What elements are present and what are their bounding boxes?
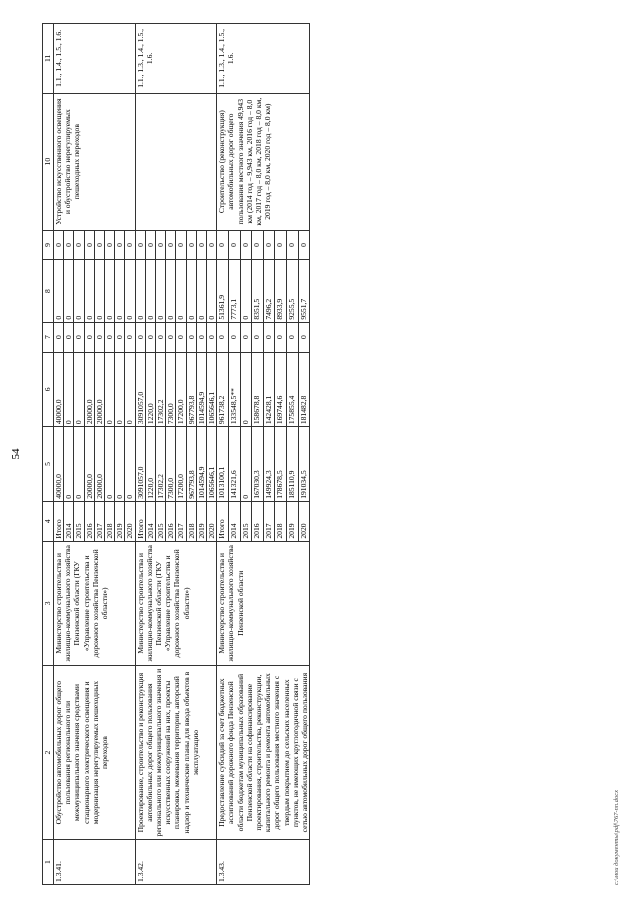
local-budget-value: 0 (74, 259, 84, 321)
year-cell: 2020 (125, 501, 135, 541)
federal-budget-value: 0 (156, 322, 166, 352)
extra-budget-value: 0 (54, 230, 64, 260)
header-row (43, 23, 54, 884)
header-cell: 7 (43, 322, 54, 352)
local-budget-value: 7773,1 (228, 259, 240, 321)
federal-budget-value: 0 (298, 322, 310, 352)
extra-budget-value: 0 (145, 230, 155, 260)
local-budget-value: 0 (156, 259, 166, 321)
extra-budget-value: 0 (298, 230, 310, 260)
federal-budget-value: 0 (115, 322, 125, 352)
extra-budget-value: 0 (135, 230, 145, 260)
header-cell: 2 (43, 665, 54, 839)
federal-budget-value: 0 (105, 322, 115, 352)
year-cell: 2015 (74, 501, 84, 541)
extra-budget-value: 0 (217, 230, 229, 260)
regional-budget-value: 0 (125, 352, 135, 427)
row-number: 1.3.41. (54, 839, 136, 884)
row-number: 1.3.42. (135, 839, 217, 884)
extra-budget-value: 0 (240, 230, 252, 260)
federal-budget-value: 0 (287, 322, 299, 352)
year-cell: 2020 (298, 501, 310, 541)
federal-budget-value: 0 (145, 322, 155, 352)
header-cell: 3 (43, 541, 54, 665)
total-value: 0 (125, 426, 135, 501)
regional-budget-value: 3091057,0 (135, 352, 145, 427)
year-cell: 2016 (252, 501, 264, 541)
total-value: 7300,0 (166, 426, 176, 501)
page-number: 54 (10, 448, 22, 459)
year-cell: Итого (135, 501, 145, 541)
local-budget-value: 0 (176, 259, 186, 321)
regional-budget-value: 1014594,9 (196, 352, 206, 427)
expected-result: Устройство искусственного освещения и обустройство нерегулируемых пешеходных переходов (54, 93, 136, 230)
year-cell: 2015 (156, 501, 166, 541)
local-budget-value: 9551,7 (298, 259, 310, 321)
year-cell: 2016 (166, 501, 176, 541)
year-cell: 2019 (287, 501, 299, 541)
total-value: 1065646,1 (207, 426, 217, 501)
extra-budget-value: 0 (64, 230, 74, 260)
local-budget-value: 0 (240, 259, 252, 321)
regional-budget-value: 0 (115, 352, 125, 427)
regional-budget-value: 181482,8 (298, 352, 310, 427)
regional-budget-value: 175855,4 (287, 352, 299, 427)
regional-budget-value: 967793,8 (186, 352, 196, 427)
regional-budget-value: 961738,2 (217, 352, 229, 427)
table-row (54, 23, 64, 884)
extra-budget-value: 0 (207, 230, 217, 260)
local-budget-value: 0 (196, 259, 206, 321)
total-value: 191034,5 (298, 426, 310, 501)
year-cell: 2017 (94, 501, 104, 541)
regional-budget-value: 133548,5** (228, 352, 240, 427)
executor: Министерство строительства и жилищно-коммунального хозяйства Пензенской области (217, 541, 310, 665)
year-cell: 2015 (240, 501, 252, 541)
executor: Министерство строительства и жилищно-коммунального хозяйства Пензенской области (ГКУ «Управление строительства и дорожного хозяйства Пензенской области») (135, 541, 217, 665)
extra-budget-value: 0 (228, 230, 240, 260)
header-cell: 9 (43, 230, 54, 260)
extra-budget-value: 0 (275, 230, 287, 260)
federal-budget-value: 0 (74, 322, 84, 352)
local-budget-value: 0 (125, 259, 135, 321)
extra-budget-value: 0 (287, 230, 299, 260)
local-budget-value: 0 (115, 259, 125, 321)
expected-result: Строительство (реконструкция) автомобильных дорог общего пользования местного значения 49,943 км (2014 год – 9,943 км, 2016 год – 8,0 км, 2017 год – 8,0 км, 2018 год – 8,0 км, 2019 год – 8,0 км, 2020 год – 8,0 км) (217, 93, 310, 230)
federal-budget-value: 0 (217, 322, 229, 352)
federal-budget-value: 0 (207, 322, 217, 352)
regional-budget-value: 0 (240, 352, 252, 427)
total-value: 40000,0 (54, 426, 64, 501)
regional-budget-value: 20000,0 (94, 352, 104, 427)
total-value: 17302,2 (156, 426, 166, 501)
regional-budget-value: 17302,2 (156, 352, 166, 427)
measure-name: Проектирование, строительство и реконструкция автомобильных дорог общего пользования регионального или межмуниципального значения и искусственных сооружений на них, проекты планировки, межевания территории, авторский надзор и технические планы для ввода объектов в эксплуатацию (135, 665, 217, 839)
extra-budget-value: 0 (156, 230, 166, 260)
indicator-links: 1.1., 1.3., 1.4., 1.5., 1.6. (217, 23, 310, 93)
total-value: 967793,8 (186, 426, 196, 501)
federal-budget-value: 0 (228, 322, 240, 352)
total-value: 178678,5 (275, 426, 287, 501)
federal-budget-value: 0 (252, 322, 264, 352)
year-cell: 2020 (207, 501, 217, 541)
year-cell: 2017 (263, 501, 275, 541)
federal-budget-value: 0 (240, 322, 252, 352)
year-cell: 2019 (196, 501, 206, 541)
local-budget-value: 0 (186, 259, 196, 321)
local-budget-value: 0 (166, 259, 176, 321)
regional-budget-value: 17200,0 (176, 352, 186, 427)
extra-budget-value: 0 (263, 230, 275, 260)
total-value: 0 (105, 426, 115, 501)
local-budget-value: 0 (94, 259, 104, 321)
federal-budget-value: 0 (125, 322, 135, 352)
total-value: 0 (115, 426, 125, 501)
local-budget-value: 9255,5 (287, 259, 299, 321)
total-value: 1220,0 (145, 426, 155, 501)
table-row (217, 23, 229, 884)
measure-name: Обустройство автомобильных дорог общего пользования регионального или межмуниципального значения средствами стационарного электрического освещения и модернизация нерегулируемых пешеходных переходов (54, 665, 136, 839)
federal-budget-value: 0 (263, 322, 275, 352)
regional-budget-value: 1220,0 (145, 352, 155, 427)
local-budget-value: 8933,9 (275, 259, 287, 321)
extra-budget-value: 0 (105, 230, 115, 260)
federal-budget-value: 0 (176, 322, 186, 352)
extra-budget-value: 0 (74, 230, 84, 260)
header-cell: 4 (43, 501, 54, 541)
federal-budget-value: 0 (196, 322, 206, 352)
regional-budget-value: 1065646,1 (207, 352, 217, 427)
total-value: 3091057,0 (135, 426, 145, 501)
year-cell: 2014 (228, 501, 240, 541)
year-cell: Итого (217, 501, 229, 541)
extra-budget-value: 0 (115, 230, 125, 260)
header-cell: 6 (43, 352, 54, 427)
total-value: 167030,3 (252, 426, 264, 501)
federal-budget-value: 0 (94, 322, 104, 352)
local-budget-value: 0 (207, 259, 217, 321)
regional-budget-value: 40000,0 (54, 352, 64, 427)
regional-budget-value: 158678,8 (252, 352, 264, 427)
total-value: 1013100,1 (217, 426, 229, 501)
regional-budget-value: 0 (105, 352, 115, 427)
year-cell: 2019 (115, 501, 125, 541)
total-value: 20000,0 (94, 426, 104, 501)
local-budget-value: 0 (145, 259, 155, 321)
total-value: 1014594,9 (196, 426, 206, 501)
total-value: 0 (240, 426, 252, 501)
federal-budget-value: 0 (84, 322, 94, 352)
regional-budget-value: 142428,1 (263, 352, 275, 427)
local-budget-value: 0 (54, 259, 64, 321)
header-cell: 1 (43, 839, 54, 884)
regional-budget-value: 0 (74, 352, 84, 427)
local-budget-value: 0 (84, 259, 94, 321)
local-budget-value: 0 (64, 259, 74, 321)
extra-budget-value: 0 (84, 230, 94, 260)
table-row (135, 23, 145, 884)
extra-budget-value: 0 (196, 230, 206, 260)
extra-budget-value: 0 (125, 230, 135, 260)
year-cell: Итого (54, 501, 64, 541)
year-cell: 2018 (105, 501, 115, 541)
federal-budget-value: 0 (275, 322, 287, 352)
federal-budget-value: 0 (186, 322, 196, 352)
federal-budget-value: 0 (135, 322, 145, 352)
total-value: 149924,3 (263, 426, 275, 501)
local-budget-value: 0 (135, 259, 145, 321)
measure-name: Предоставление субсидий за счет бюджетных ассигнований дорожного фонда Пензенской области бюджетам муниципальных образований Пензенской области на софинансирование проектирования, строительства, реконструкции, капитального ремонта и ремонта автомобильных дорог общего пользования местного значения с твердым покрытием до сельских населенных пунктов, не имеющих круглогодичной связи с сетью автомобильных дорог общего пользования (217, 665, 310, 839)
expected-result (135, 93, 217, 230)
year-cell: 2017 (176, 501, 186, 541)
footer-path: c:\мои документы\pdf\767-пп.docx (613, 789, 620, 885)
regional-budget-value: 0 (64, 352, 74, 427)
total-value: 141321,6 (228, 426, 240, 501)
regional-budget-value: 169744,6 (275, 352, 287, 427)
header-cell: 8 (43, 259, 54, 321)
header-cell: 10 (43, 93, 54, 230)
year-cell: 2014 (145, 501, 155, 541)
header-cell: 11 (43, 23, 54, 93)
year-cell: 2018 (275, 501, 287, 541)
executor: Министерство строительства и жилищно-коммунального хозяйства Пензенской области (ГКУ «Управление строительства и дорожного хозяйства Пензенской области») (54, 541, 136, 665)
total-value: 185110,9 (287, 426, 299, 501)
local-budget-value: 51361,9 (217, 259, 229, 321)
total-value: 17200,0 (176, 426, 186, 501)
indicator-links: 1.1., 1.3., 1.4., 1.5., 1.6. (135, 23, 217, 93)
regional-budget-value: 7300,0 (166, 352, 176, 427)
total-value: 0 (64, 426, 74, 501)
extra-budget-value: 0 (166, 230, 176, 260)
local-budget-value: 8351,5 (252, 259, 264, 321)
extra-budget-value: 0 (252, 230, 264, 260)
year-cell: 2014 (64, 501, 74, 541)
header-cell: 5 (43, 426, 54, 501)
row-number: 1.3.43. (217, 839, 310, 884)
table-body (54, 23, 310, 884)
extra-budget-value: 0 (186, 230, 196, 260)
extra-budget-value: 0 (94, 230, 104, 260)
program-table (42, 23, 310, 885)
indicator-links: 1.1., 1.4., 1.5., 1.6. (54, 23, 136, 93)
federal-budget-value: 0 (54, 322, 64, 352)
total-value: 20000,0 (84, 426, 94, 501)
local-budget-value: 7496,2 (263, 259, 275, 321)
year-cell: 2016 (84, 501, 94, 541)
regional-budget-value: 20000,0 (84, 352, 94, 427)
year-cell: 2018 (186, 501, 196, 541)
rotated-page (10, 13, 620, 893)
total-value: 0 (74, 426, 84, 501)
extra-budget-value: 0 (176, 230, 186, 260)
local-budget-value: 0 (105, 259, 115, 321)
federal-budget-value: 0 (64, 322, 74, 352)
federal-budget-value: 0 (166, 322, 176, 352)
